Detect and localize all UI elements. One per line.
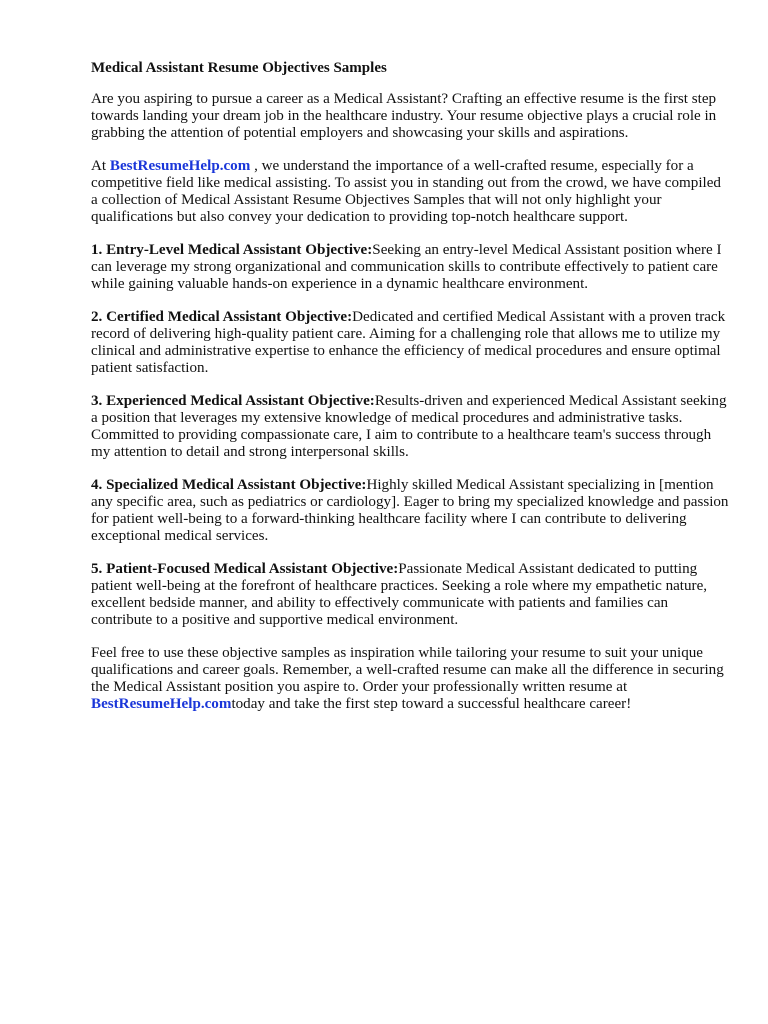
objective-heading: 2. Certified Medical Assistant Objective: — [91, 309, 353, 325]
document-title: Medical Assistant Resume Objectives Samples — [91, 60, 387, 76]
objective-item-4 — [91, 477, 731, 545]
intro-paragraph: Are you aspiring to pursue a career as a Medical Assistant? Crafting an effective resume is the first step towards landing your dream job in the healthcare industry. Your resume objective plays a crucial role in grabbing the attention of potential employers and showcasing your skills and aspirations. — [91, 91, 717, 141]
objective-item-1 — [91, 242, 731, 293]
objective-text: Passionate Medical Assistant dedicated to putting patient well-being at the forefront of healthcare practices. Seeking a role where my empathetic nature, excellent bedside manner, and ability to effectively communicate with patients and families can contribute to a positive and supportive medical environment. — [91, 561, 708, 628]
objective-text: Seeking an entry-level Medical Assistant position where I can leverage my strong organizational and communication skills to contribute effectively to patient care while gaining valuable hands-on experience in a dynamic healthcare environment. — [91, 242, 722, 292]
objective-heading: 1. Entry-Level Medical Assistant Objective: — [91, 242, 373, 258]
closing-site-link[interactable]: BestResumeHelp.com — [91, 696, 232, 712]
about-paragraph — [91, 158, 731, 226]
objective-text: Dedicated and certified Medical Assistant with a proven track record of delivering high-quality patient care. Aiming for a challenging role that allows me to utilize my clinical and administrative expertise to enhance the efficiency of medical procedures and ensure optimal patient satisfaction. — [91, 309, 726, 376]
objective-item-3 — [91, 393, 731, 461]
objective-heading: 3. Experienced Medical Assistant Objective: — [91, 393, 375, 409]
closing-text: Feel free to use these objective samples as inspiration while tailoring your resume to suit your unique qualifications and career goals. Remember, a well-crafted resume can make all the difference in securing the Medical Assistant position you aspire to. Order your professionally written resume at — [91, 645, 724, 695]
objective-item-5 — [91, 561, 731, 629]
objective-text: Results-driven and experienced Medical Assistant seeking a position that leverages my extensive knowledge of medical procedures and administrative tasks. Committed to providing compassionate care, I aim to contribute to a healthcare team's success through my attention to detail and strong interpersonal skills. — [91, 393, 727, 460]
closing-paragraph — [91, 645, 731, 713]
objective-heading: 5. Patient-Focused Medical Assistant Objective: — [91, 561, 399, 577]
objective-text: Highly skilled Medical Assistant specializing in [mention any specific area, such as pediatrics or cardiology]. Eager to bring my specialized knowledge and passion for patient well-being to a forward-thinking healthcare facility where I can contribute to delivering exceptional medical services. — [91, 477, 729, 544]
document-page — [91, 60, 731, 729]
about-suffix: , we understand the importance of a well-crafted resume, especially for a competitive field like medical assisting. To assist you in standing out from the crowd, we have compiled a collection of Medical Assistant Resume Objectives Samples that will not only highlight your qualifications but also convey your dedication to providing top-notch healthcare support. — [91, 158, 721, 225]
objective-heading: 4. Specialized Medical Assistant Objective: — [91, 477, 367, 493]
closing-suffix: today and take the first step toward a successful healthcare career! — [231, 696, 632, 712]
about-site-link[interactable]: BestResumeHelp.com — [109, 158, 251, 174]
objective-item-2 — [91, 309, 731, 377]
about-prefix: At — [91, 158, 110, 174]
